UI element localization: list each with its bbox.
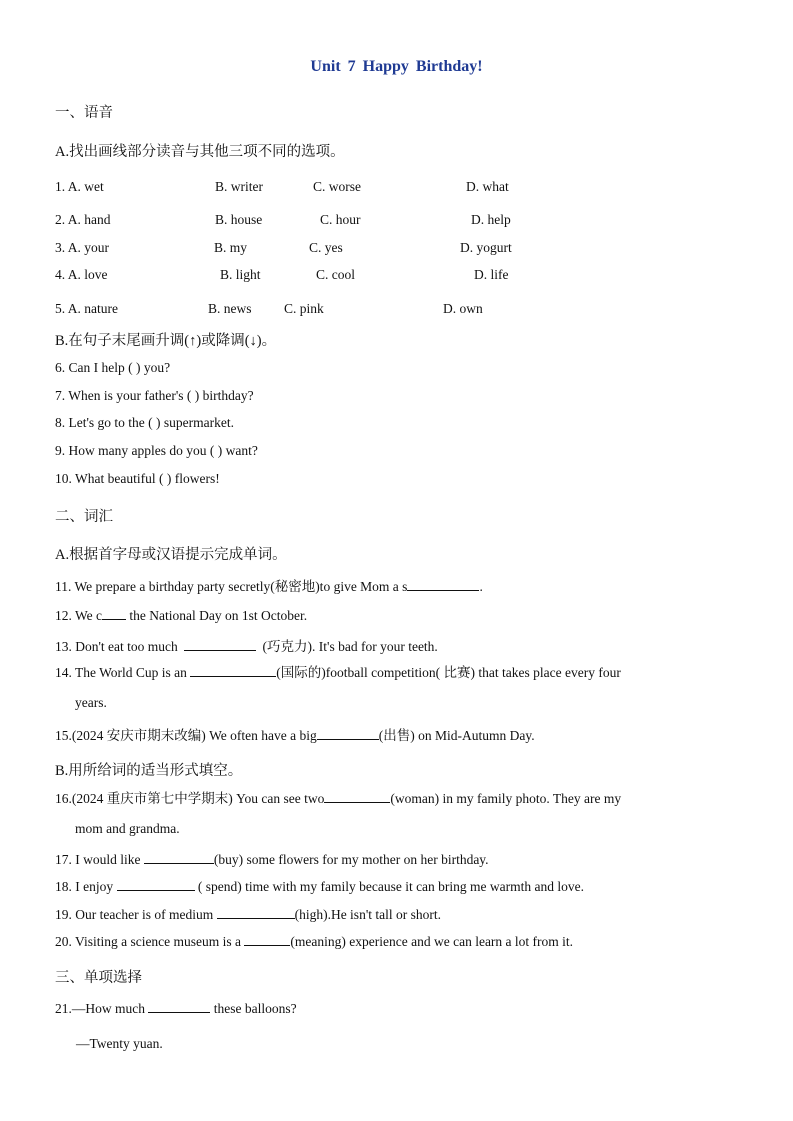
q12-text-end: the National Day on 1st October. (126, 608, 308, 623)
q11-text: 11. We prepare a birthday party secretly(秘密地)to give Mom a s (55, 579, 408, 594)
q2-option-c: C. hour (320, 212, 361, 227)
q12-answer-blank[interactable] (102, 605, 126, 620)
q14-text-end: (国际的)football competition( 比赛) that takes place every four (276, 665, 621, 680)
question-6: 6. Can I help ( ) you? (55, 360, 171, 375)
q15-text-end: (出售) on Mid-Autumn Day. (378, 728, 535, 743)
q14-continuation: years. (75, 695, 107, 710)
q19-text: 19. Our teacher is of medium (55, 907, 217, 922)
q21-answer-line: —Twenty yuan. (76, 1036, 163, 1051)
q16-text: 16.(2024 重庆市第七中学期末) You can see two (55, 791, 325, 806)
q15-text: 15.(2024 安庆市期末改编) We often have a big (55, 728, 317, 743)
q1-option-d: D. what (466, 179, 509, 194)
q13-answer-blank[interactable] (184, 636, 256, 651)
q17-text-end: (buy) some flowers for my mother on her birthday. (213, 852, 489, 867)
q18-text: 18. I enjoy (55, 879, 117, 894)
page-title: Unit 7 Happy Birthday! (310, 58, 483, 75)
q5-option-c: C. pink (284, 301, 324, 316)
q17-text: 17. I would like (55, 852, 144, 867)
q3-option-a: 3. A. your (55, 240, 109, 255)
q21-answer-blank[interactable] (148, 998, 210, 1013)
section-multiple-choice-heading: 三、单项选择 (55, 970, 142, 986)
q3-option-b: B. my (214, 240, 248, 255)
q17-answer-blank[interactable] (144, 849, 214, 864)
q12-text: 12. We c (55, 608, 103, 623)
q1-option-b: B. writer (215, 179, 263, 194)
question-9: 9. How many apples do you ( ) want? (55, 443, 258, 458)
q3-option-d: D. yogurt (460, 240, 512, 255)
q4-option-a: 4. A. love (55, 267, 108, 282)
section-vocabulary-heading: 二、词汇 (55, 509, 113, 525)
q20-text: 20. Visiting a science museum is a (55, 934, 245, 949)
question-13 (55, 635, 438, 655)
question-19 (55, 904, 441, 923)
q20-answer-blank[interactable] (244, 931, 290, 946)
q4-option-d: D. life (474, 267, 509, 282)
question-14 (55, 658, 734, 718)
q3-option-c: C. yes (309, 240, 343, 255)
q20-text-end: (meaning) experience and we can learn a lot from it. (290, 934, 574, 949)
q5-option-d: D. own (443, 301, 483, 316)
q19-text-end: (high).He isn't tall or short. (294, 907, 441, 922)
question-11 (55, 575, 483, 595)
q4-option-b: B. light (220, 267, 261, 282)
q13-text-end: (巧克力). It's bad for your teeth. (259, 639, 438, 654)
q11-text-end: . (479, 579, 483, 594)
q15-answer-blank[interactable] (317, 725, 379, 740)
q4-option-c: C. cool (316, 267, 355, 282)
q2-option-a: 2. A. hand (55, 212, 111, 227)
part-b-word-forms-instruction: B.用所给词的适当形式填空。 (55, 763, 243, 779)
question-17 (55, 849, 489, 868)
q18-text-end: ( spend) time with my family because it can bring me warmth and love. (194, 879, 585, 894)
q14-answer-blank[interactable] (190, 662, 276, 677)
question-10: 10. What beautiful ( ) flowers! (55, 471, 220, 486)
q11-answer-blank[interactable] (407, 576, 479, 591)
q1-option-a: 1. A. wet (55, 179, 104, 194)
q1-option-c: C. worse (313, 179, 361, 194)
question-8: 8. Let's go to the ( ) supermarket. (55, 415, 235, 430)
question-16 (55, 784, 734, 844)
q5-option-b: B. news (208, 301, 252, 316)
q2-option-b: B. house (215, 212, 263, 227)
q16-continuation: mom and grandma. (75, 821, 180, 836)
q14-text: 14. The World Cup is an (55, 665, 191, 680)
question-18 (55, 876, 584, 895)
question-7: 7. When is your father's ( ) birthday? (55, 388, 254, 403)
question-15 (55, 724, 535, 744)
q13-text: 13. Don't eat too much (55, 639, 182, 654)
q16-answer-blank[interactable] (324, 788, 390, 803)
part-a-phonetics-instruction: A.找出画线部分读音与其他三项不同的选项。 (55, 144, 345, 160)
q18-answer-blank[interactable] (117, 876, 195, 891)
q2-option-d: D. help (471, 212, 511, 227)
part-b-intonation-instruction: B.在句子末尾画升调(↑)或降调(↓)。 (55, 333, 277, 349)
question-12 (55, 605, 307, 624)
q21-text: 21.—How much (55, 1001, 149, 1016)
question-21 (55, 998, 297, 1017)
q21-text-end: these balloons? (210, 1001, 297, 1016)
question-20 (55, 931, 573, 950)
q16-text-end: (woman) in my family photo. They are my (390, 791, 622, 806)
q5-option-a: 5. A. nature (55, 301, 118, 316)
part-a-vocabulary-instruction: A.根据首字母或汉语提示完成单词。 (55, 547, 287, 563)
q19-answer-blank[interactable] (217, 904, 295, 919)
section-phonetics-heading: 一、语音 (55, 105, 113, 121)
